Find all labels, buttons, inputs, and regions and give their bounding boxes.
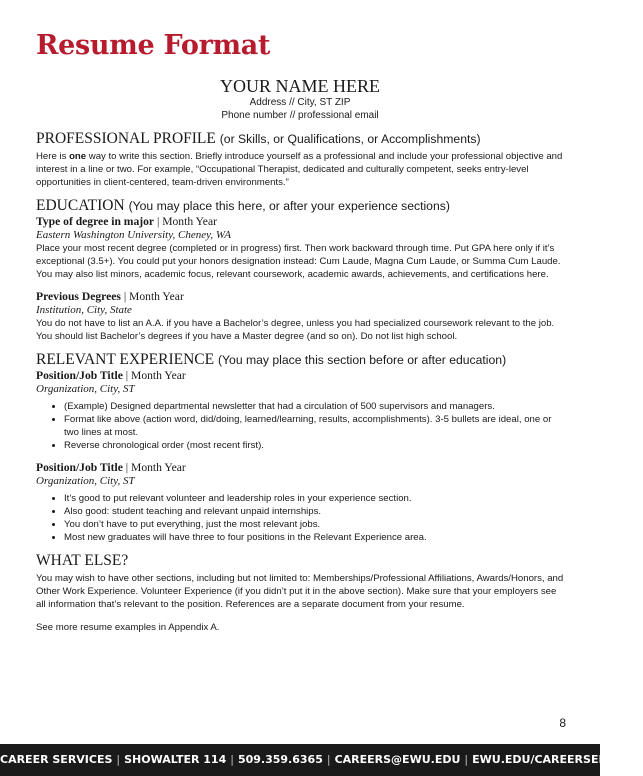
section-heading [36,130,564,148]
bullet-item: • Reverse chronological order (most recent first). [64,439,564,452]
section-heading-text: PROFESSIONAL PROFILE [36,130,216,147]
footer-separator: | [230,753,234,766]
bullet-item: • Most new graduates will have three to four positions in the Relevant Experience area. [64,531,564,544]
footer-phone: 509.359.6365 [237,753,323,766]
section-heading-note: (You may place this here, or after your experience sections) [128,199,450,213]
entry-title [36,290,564,304]
title-separator: | [123,290,127,303]
appendix-note: See more resume examples in Appendix A. [36,622,220,633]
education-entry [36,215,564,281]
bullet-item: • It’s good to put relevant volunteer and leadership roles in your experience section. [64,492,564,505]
experience-entry [36,461,564,544]
title-separator: | [125,461,129,474]
section-heading-text: EDUCATION [36,197,125,214]
bullet-list [36,400,564,452]
entry-institution: Institution, City, State [36,304,132,316]
what-else-text: You may wish to have other sections, including but not limited to: Memberships/Professional Affiliations, Awards/Honors, and Other Work Experience. Volunteer Experience (if you didn’t put it in the above section). Make sure that your employers see all information that’s relevant to the position. References are a separate document from your resume. [36,573,564,610]
education-entry [36,290,564,343]
what-else-section [36,552,564,634]
degree-title: Type of degree in major [36,215,155,228]
profile-text-emphasis: one [69,151,87,162]
bullet-item: • Also good: student teaching and relevant unpaid internships. [64,505,564,518]
footer-separator: | [326,753,331,766]
profile-text-rest: way to write this section. Briefly introduce yourself as a professional and include your professional objective and interest in a line or two. For example, “Occupational Therapist, dedicated and culturally competent, seeks entry-level opportunities in client-centered, team-driven environments.” [36,151,563,188]
section-heading: WHAT ELSE? [36,552,129,569]
page-number: 8 [559,716,566,730]
footer-website: EWU.EDU/CAREERSERVICES [472,753,643,766]
entry-institution: Eastern Washington University, Cheney, WA [36,229,231,241]
title-separator: | [125,369,129,382]
bullet-list [36,492,564,544]
entry-description: Place your most recent degree (completed or in progress) first. Then work backward through time. Put GPA here only if it’s exceptional (3.5+). You could put your honors designation instead: Cum Laude, Magna Cum Laude, or Summa Cum Laude. You may also list minors, academic focus, relevant coursework, academic awards, achievements, and certifications here. [36,243,561,280]
job-title: Position/Job Title [36,461,123,474]
resume-body [36,130,564,634]
title-separator: | [156,215,160,228]
resume-name: YOUR NAME HERE [220,76,380,96]
page-title: Resume Format [36,30,271,61]
entry-date: Month Year [162,215,217,228]
phone-email-line: Phone number // professional email [221,110,379,121]
address-line: Address // City, ST ZIP [249,97,351,108]
experience-section [36,351,564,544]
entry-title [36,461,564,475]
entry-title [36,369,564,383]
name-header [0,76,600,122]
profile-text-start: Here is [36,151,70,162]
entry-organization: Organization, City, ST [36,475,135,487]
footer-career-services: CAREER SERVICES [0,753,113,766]
entry-description: You do not have to list an A.A. if you have a Bachelor’s degree, unless you had specialized coursework relevant to the job. You should list Bachelor’s degrees if you have a Master degree (and so on). Do not list high school. [36,318,555,342]
profile-text [36,150,564,189]
education-section [36,197,564,343]
footer-separator: | [464,753,469,766]
section-heading [36,197,564,215]
section-heading-text: RELEVANT EXPERIENCE [36,351,215,368]
bullet-item: • You don’t have to put everything, just the most relevant jobs. [64,518,564,531]
footer-bar [0,744,643,776]
entry-title [36,215,564,229]
footer-location: SHOWALTER 114 [124,753,227,766]
job-title: Position/Job Title [36,369,123,382]
experience-entry [36,369,564,452]
footer-separator: | [116,753,121,766]
footer-email: CAREERS@EWU.EDU [334,753,461,766]
entry-date: Month Year [129,290,184,303]
section-heading-note: (or Skills, or Qualifications, or Accomplishments) [219,132,481,146]
section-heading-note: (You may place this section before or after education) [217,353,507,367]
degree-title: Previous Degrees [36,290,121,303]
entry-date: Month Year [131,461,186,474]
entry-organization: Organization, City, ST [36,383,135,395]
professional-profile-section [36,130,564,189]
bullet-item: • (Example) Designed departmental newsletter that had a circulation of 500 supervisors and managers. [64,400,564,413]
entry-date: Month Year [131,369,186,382]
bullet-item: • Format like above (action word, did/doing, learned/learning, results, accomplishments). 3-5 bullets are ideal, one or two lines at most. [64,413,564,439]
section-heading [36,351,564,369]
